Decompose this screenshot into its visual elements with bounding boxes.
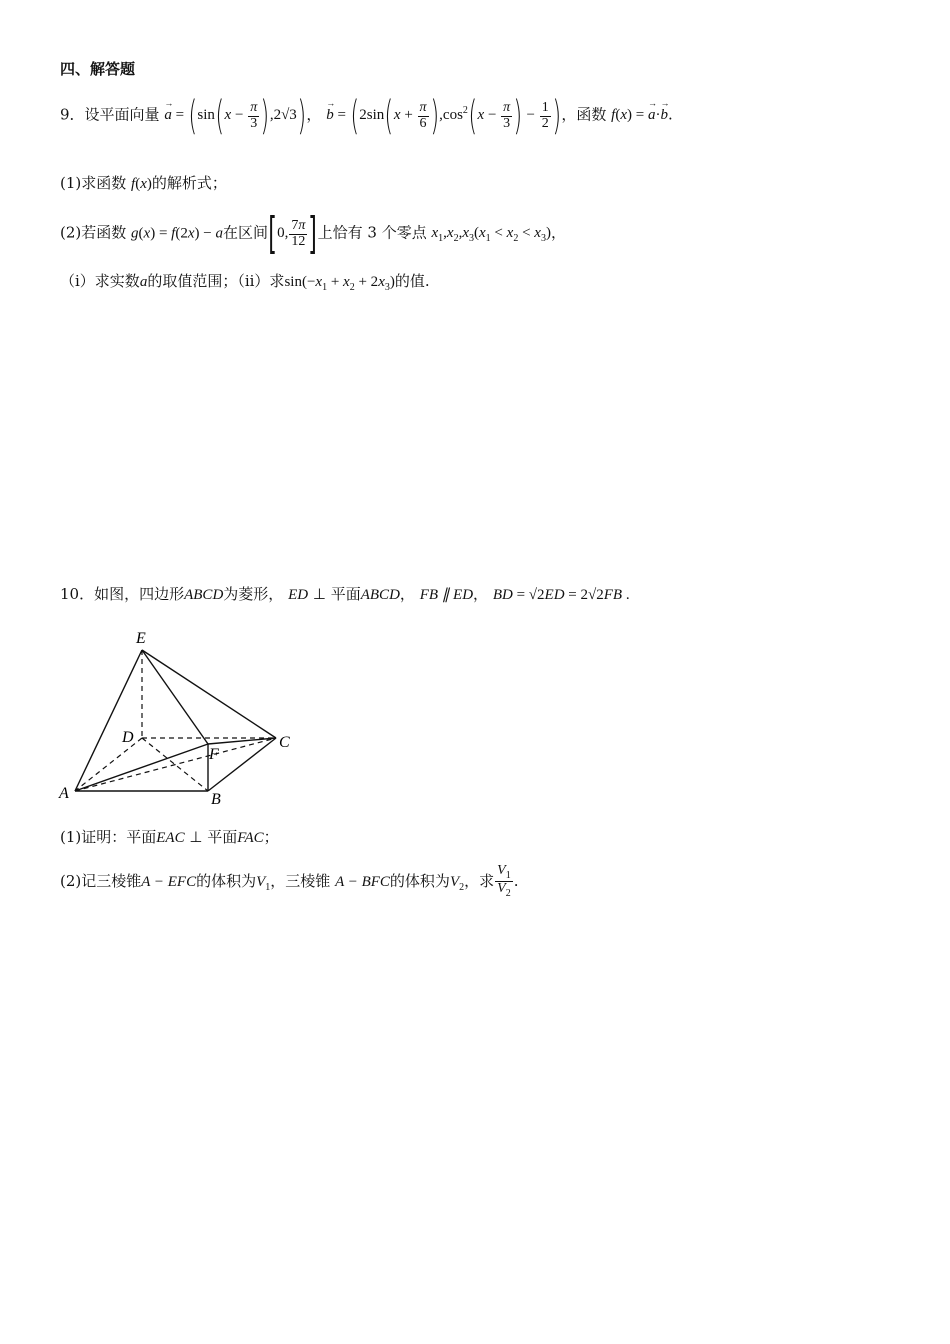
q10-part1-prefix: (1)证明：平面 — [60, 828, 157, 846]
q9-part2-mid: 在区间 — [222, 223, 268, 242]
q9-sub-i-suffix: 的取值范围； — [147, 272, 238, 290]
label-f: F — [209, 746, 219, 763]
q10-number: 10． — [60, 585, 95, 603]
q10-bd-relation: BD = √2ED = 2√2FB . — [492, 587, 630, 603]
q9-function-def: f(x) = a →·b → — [611, 107, 668, 123]
q10-sep: ，三棱锥 — [270, 871, 331, 890]
q9-interval: [0, $\frac{7\pi}{12}$ ] — [268, 208, 318, 259]
q9-vector-b: b → = (2sin(x + $\frac{\pi}{6}$ )$,\cos^2(x$ − $\frac{\pi}{3}$ ) − $\frac{1}{2}$ ) — [326, 107, 561, 123]
q9-sep2: ，函数 — [561, 105, 607, 124]
q10-part1-eac: EAC — [156, 830, 185, 846]
q9-subparts: （i）求实数a的取值范围；（ii）求$\sin(-x_1 + x_2 + 2x_3)$的值. — [60, 272, 430, 293]
pyramid-figure — [55, 626, 305, 811]
q10-part1 — [60, 826, 279, 847]
label-a: A — [59, 785, 69, 802]
q9-part1-suffix: 的解析式； — [151, 174, 227, 192]
q10-statement — [60, 583, 630, 604]
q9-intro: 设平面向量 — [84, 105, 160, 124]
q10-ed: ED — [288, 587, 309, 603]
q9-number: 9． — [60, 105, 85, 124]
q10-v2: $V_2$ — [449, 873, 465, 893]
q10-sep2: ，求 — [464, 871, 495, 890]
q9-sub-ii-expr: $\sin(-x_1 + x_2 + 2x_3)$ — [284, 274, 395, 293]
q10-part1-mid: 平面 — [207, 828, 238, 846]
q9-part2 — [60, 208, 566, 259]
q9-part2-prefix: (2)若函数 — [60, 223, 127, 242]
label-b: B — [211, 791, 221, 808]
q9-part2-after: 上恰有 3 个零点 — [317, 223, 427, 242]
q10-fb-parallel: FB ∥ ED — [419, 587, 474, 603]
q9-sub-ii-suffix: 的值. — [394, 272, 430, 290]
edge-ef — [142, 650, 208, 744]
q10-part2-prefix: (2)记三棱锥 — [60, 871, 142, 890]
edge-fc — [208, 738, 276, 744]
q10-part2 — [60, 864, 518, 900]
q9-zeros: $x_1,x_2,x_3(x_1 < x_2 < x_3)$ — [431, 225, 551, 245]
q10-comma: ， — [399, 585, 415, 603]
q9-sep1: ， — [306, 105, 322, 124]
q9-vector-a: a → = (sin(x − $\frac{\pi}{3}$ ),2√3) — [164, 107, 306, 123]
q9-part1-fx: f(x) — [131, 176, 152, 192]
q9-statement — [60, 93, 673, 139]
q10-vol-of2: 的体积为 — [389, 871, 450, 890]
q10-part1-fac: FAC — [237, 830, 264, 846]
q10-rhombus: 为菱形， — [223, 585, 284, 603]
q10-intro: 如图，四边形 — [94, 585, 185, 603]
q10-v1: $V_1$ — [256, 873, 271, 893]
q10-comma2: ， — [473, 585, 489, 603]
q9-end: . — [667, 105, 673, 124]
q9-part1-prefix: (1)求函数 — [60, 174, 127, 192]
edge-af — [75, 744, 208, 791]
q10-perp: ⊥ — [312, 587, 326, 603]
q10-pyramid2: A − BFC — [335, 873, 390, 890]
edge-ac-hidden — [75, 738, 276, 791]
q10-ratio: $\frac{V_1}{V_2}$ — [497, 863, 511, 900]
label-e: E — [136, 630, 146, 647]
q9-sub-i: （i）求实数 — [60, 272, 140, 290]
q9-sub-ii: （ii）求 — [237, 272, 285, 290]
q10-end: . — [513, 871, 519, 890]
label-d: D — [122, 729, 134, 746]
section-title: 四、解答题 — [60, 60, 136, 78]
edge-ea — [75, 650, 142, 791]
q10-shape: ABCD — [184, 587, 224, 603]
label-c: C — [279, 734, 290, 751]
q10-plane: 平面 — [330, 585, 361, 603]
q9-part1 — [60, 172, 227, 193]
q10-abcd: ABCD — [360, 587, 400, 603]
q10-pyramid1: A − EFC — [141, 873, 197, 890]
q9-part2-end: ， — [550, 223, 566, 242]
q10-part1-perp: ⊥ — [189, 830, 203, 846]
q10-part1-end: ； — [263, 828, 279, 846]
q9-part2-gx: g(x) = f(2x) − a — [131, 225, 223, 242]
q10-vol-of: 的体积为 — [196, 871, 257, 890]
edge-ec — [142, 650, 276, 738]
